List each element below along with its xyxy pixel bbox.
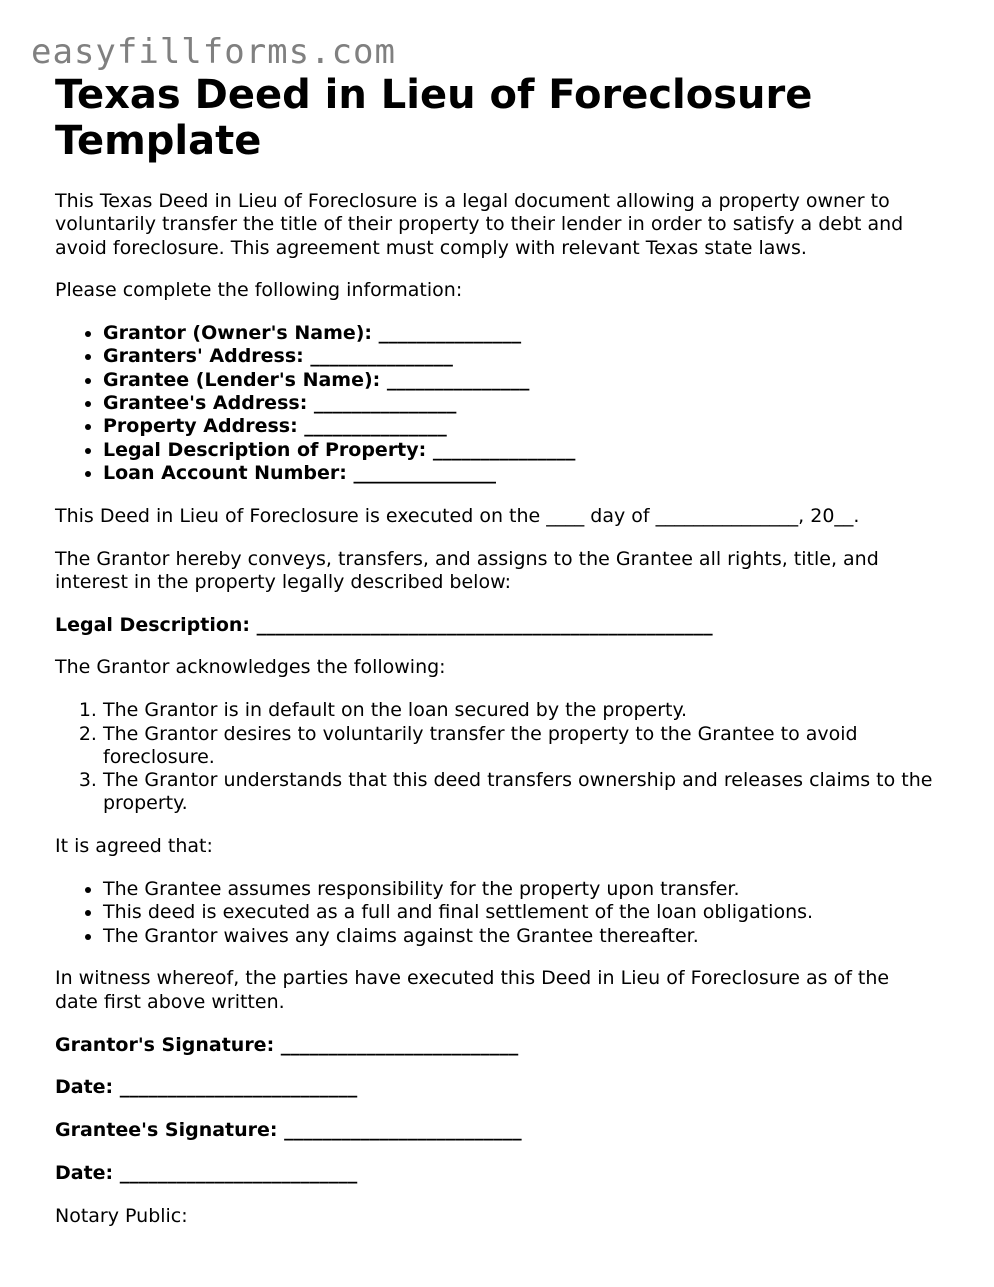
info-field-granter-address: • Granters' Address: _______________ [103,345,935,368]
document-title: Texas Deed in Lieu of Foreclosure Template [55,72,813,164]
agreement-item: • The Grantor waives any claims against the Grantee thereafter. [103,925,935,948]
document-body [55,72,935,1248]
grantee-signature-line: Grantee's Signature: _________________________ [55,1119,522,1142]
agreement-item: • This deed is executed as a full and final settlement of the loan obligations. [103,901,935,924]
agreed-intro: It is agreed that: [55,835,213,858]
acknowledgement-item: 1. The Grantor is in default on the loan secured by the property. [103,699,935,722]
agreement-item: • The Grantee assumes responsibility for the property upon transfer. [103,878,935,901]
info-field-grantee-address: • Grantee's Address: _______________ [103,392,935,415]
info-field-property-address: • Property Address: _______________ [103,415,935,438]
info-field-grantor: • Grantor (Owner's Name): _______________ [103,322,935,345]
info-field-grantee: • Grantee (Lender's Name): _______________ [103,369,935,392]
watermark: easyfillforms.com [31,32,396,72]
acknowledgement-item: 3. The Grantor understands that this deed transfers ownership and releases claims to the property. [103,769,935,816]
grantee-date-line: Date: _________________________ [55,1161,358,1184]
info-field-loan-account: • Loan Account Number: _______________ [103,462,935,485]
intro-paragraph: This Texas Deed in Lieu of Foreclosure is a legal document allowing a property owner to voluntarily transfer the title of their property to their lender in order to satisfy a debt and avoid foreclosure. This agreement must comply with relevant Texas state laws. [55,190,904,259]
info-field-legal-description: • Legal Description of Property: _______________ [103,439,935,462]
executed-line: This Deed in Lieu of Foreclosure is executed on the ____ day of _______________, 20__. [55,504,860,527]
info-fields-list [55,322,935,485]
grantor-signature-line: Grantor's Signature: _________________________ [55,1033,519,1056]
conveys-paragraph: The Grantor hereby conveys, transfers, and assigns to the Grantee all rights, title, and interest in the property legally described below: [55,547,879,593]
acknowledgement-item: 2. The Grantor desires to voluntarily transfer the property to the Grantee to avoid foreclosure. [103,723,935,770]
acknowledgements-list [55,699,935,815]
complete-prompt: Please complete the following information: [55,279,463,302]
acknowledges-intro: The Grantor acknowledges the following: [55,656,446,679]
notary-public-line: Notary Public: [55,1204,188,1227]
agreements-list [55,878,935,948]
witness-paragraph: In witness whereof, the parties have executed this Deed in Lieu of Foreclosure as of the date first above written. [55,967,890,1013]
grantor-date-line: Date: _________________________ [55,1076,358,1099]
legal-description-line: Legal Description: ________________________________________________ [55,613,713,636]
